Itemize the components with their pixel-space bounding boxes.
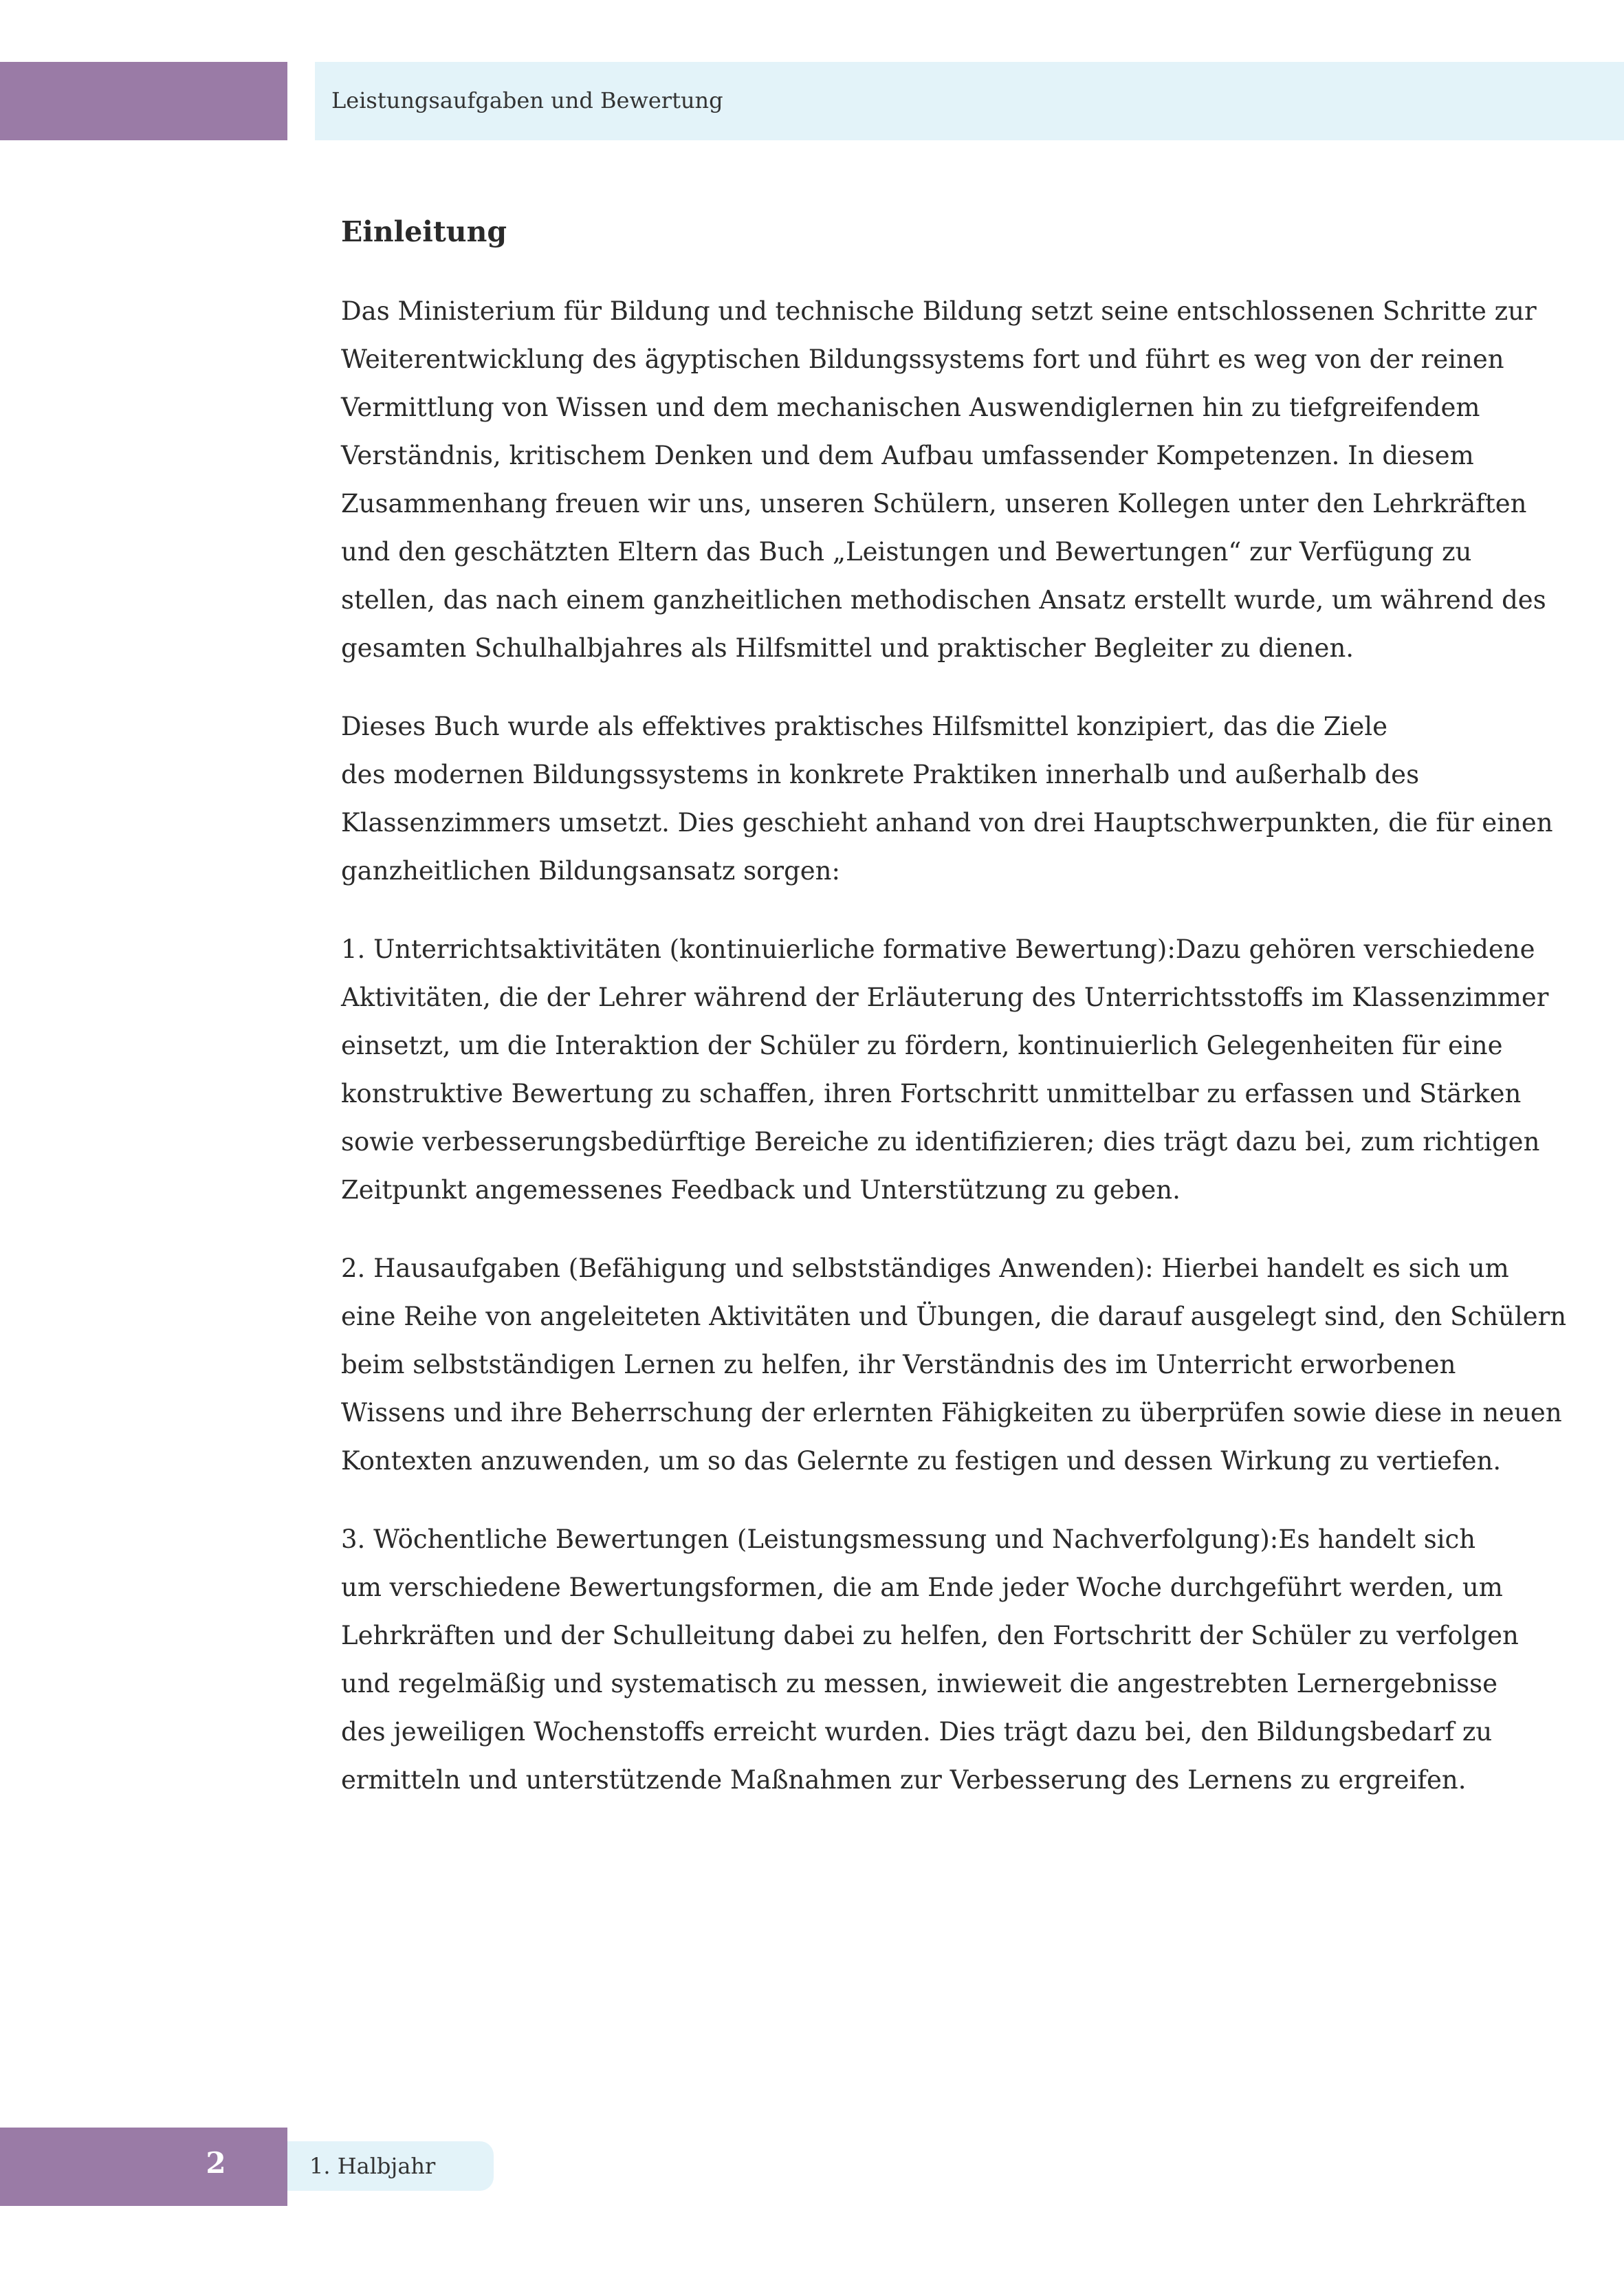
page-content: [341, 206, 1567, 1835]
header-accent-bar: [0, 62, 287, 140]
text-line: und regelmäßig und systematisch zu messen, inwieweit die angestrebten Lernergebnisse: [341, 1669, 1498, 1698]
text-line: gesamten Schulhalbjahres als Hilfsmittel und praktischer Begleiter zu dienen.: [341, 633, 1354, 663]
text-line: Kontexten anzuwenden, um so das Gelernte zu festigen und dessen Wirkung zu vertiefen.: [341, 1446, 1502, 1476]
text-line: konstruktive Bewertung zu schaffen, ihren Fortschritt unmittelbar zu erfassen und Stärken: [341, 1079, 1522, 1108]
section-heading: Einleitung: [341, 215, 507, 248]
text-line: Weiterentwicklung des ägyptischen Bildungssystems fort und führt es weg von der reinen: [341, 345, 1504, 374]
text-line: beim selbstständigen Lernen zu helfen, ihr Verständnis des im Unterricht erworbenen: [341, 1350, 1456, 1379]
paragraph-item-3: [341, 1516, 1519, 1804]
text-line: Aktivitäten, die der Lehrer während der Erläuterung des Unterrichtsstoffs im Klassenzimmer: [341, 983, 1549, 1012]
paragraph-item-2: [341, 1245, 1567, 1485]
text-line: sowie verbesserungsbedürftige Bereiche zu identifizieren; dies trägt dazu bei, zum richtigen: [341, 1127, 1540, 1157]
footer-accent-bar: [0, 2128, 287, 2206]
text-line: ermitteln und unterstützende Maßnahmen zur Verbesserung des Lernens zu ergreifen.: [341, 1765, 1467, 1795]
running-header-title: Leistungsaufgaben und Bewertung: [331, 87, 723, 113]
text-line: ganzheitlichen Bildungsansatz sorgen:: [341, 856, 840, 886]
paragraph-book-purpose: [341, 703, 1553, 895]
text-line: 2. Hausaufgaben (Befähigung und selbstständiges Anwenden): Hierbei handelt es sich um: [341, 1254, 1509, 1283]
footer-term-label: 1. Halbjahr: [309, 2153, 436, 2179]
text-line: Dieses Buch wurde als effektives praktisches Hilfsmittel konzipiert, das die Ziele: [341, 712, 1387, 741]
text-line: Zusammenhang freuen wir uns, unseren Schülern, unseren Kollegen unter den Lehrkräften: [341, 489, 1527, 518]
text-line: des jeweiligen Wochenstoffs erreicht wurden. Dies trägt dazu bei, den Bildungsbedarf zu: [341, 1717, 1493, 1747]
text-line: 3. Wöchentliche Bewertungen (Leistungsmessung und Nachverfolgung):Es handelt sich: [341, 1524, 1476, 1554]
paragraph-item-1: [341, 926, 1549, 1214]
page-number: 2: [206, 2146, 226, 2180]
text-line: eine Reihe von angeleiteten Aktivitäten und Übungen, die darauf ausgelegt sind, den Schülern: [341, 1302, 1567, 1331]
text-line: 1. Unterrichtsaktivitäten (kontinuierliche formative Bewertung):Dazu gehören verschiedene: [341, 934, 1535, 964]
text-line: des modernen Bildungssystems in konkrete Praktiken innerhalb und außerhalb des: [341, 760, 1420, 789]
text-line: Lehrkräften und der Schulleitung dabei zu helfen, den Fortschritt der Schüler zu verfolgen: [341, 1621, 1519, 1650]
text-line: einsetzt, um die Interaktion der Schüler zu fördern, kontinuierlich Gelegenheiten für eine: [341, 1031, 1503, 1060]
paragraph-intro: [341, 287, 1546, 673]
text-line: Klassenzimmers umsetzt. Dies geschieht anhand von drei Hauptschwerpunkten, die für einen: [341, 808, 1553, 838]
text-line: und den geschätzten Eltern das Buch „Leistungen und Bewertungen“ zur Verfügung zu: [341, 537, 1472, 567]
text-line: Wissens und ihre Beherrschung der erlernten Fähigkeiten zu überprüfen sowie diese in neuen: [341, 1398, 1562, 1428]
text-line: Zeitpunkt angemessenes Feedback und Unterstützung zu geben.: [341, 1175, 1181, 1205]
text-line: um verschiedene Bewertungsformen, die am Ende jeder Woche durchgeführt werden, um: [341, 1573, 1503, 1602]
text-line: Vermittlung von Wissen und dem mechanischen Auswendiglernen hin zu tiefgreifendem: [341, 393, 1480, 422]
text-line: Verständnis, kritischem Denken und dem Aufbau umfassender Kompetenzen. In diesem: [341, 441, 1474, 470]
text-line: Das Ministerium für Bildung und technische Bildung setzt seine entschlossenen Schritte zur: [341, 296, 1537, 326]
text-line: stellen, das nach einem ganzheitlichen methodischen Ansatz erstellt wurde, um während des: [341, 585, 1546, 615]
